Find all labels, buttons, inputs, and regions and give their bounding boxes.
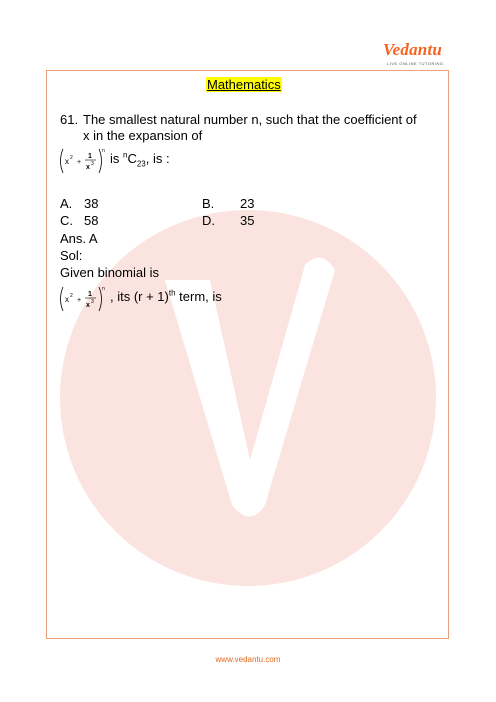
expr-numerator: 1	[88, 291, 92, 298]
term-superscript: th	[168, 288, 176, 298]
solution-heading: Sol:	[60, 248, 83, 263]
left-paren	[61, 287, 64, 311]
question-line-2: x in the expansion of	[83, 128, 203, 143]
stem-subscript: 23	[136, 159, 146, 169]
binomial-expression-solution	[57, 284, 107, 314]
option-c-label: C.	[60, 213, 73, 228]
left-paren	[61, 149, 64, 173]
expr-outer-exp: n	[102, 286, 105, 292]
option-a-label: A.	[60, 196, 73, 211]
expr-outer-exp: n	[102, 148, 105, 154]
binomial-expression	[57, 146, 107, 176]
solution-term-text: , its $(r + 1)^{th}$ term, is	[110, 288, 222, 304]
option-c-value: 58	[84, 213, 99, 228]
expr-denominator: x	[86, 302, 90, 309]
option-a-value: 38	[84, 196, 99, 211]
footer-website-link[interactable]: www.vedantu.com	[215, 655, 281, 664]
question-number: 61.	[60, 112, 79, 127]
option-b-value: 23	[240, 196, 255, 211]
expr-base: x	[65, 295, 69, 304]
answer-text: Ans. A	[60, 231, 98, 246]
subject-title: Mathematics	[207, 77, 281, 92]
option-d-value: 35	[240, 213, 255, 228]
logo-tagline: LIVE ONLINE TUTORING	[387, 61, 444, 66]
expr-numerator: 1	[88, 153, 92, 160]
logo-wordmark: Vedantu	[383, 40, 443, 59]
expr-base-exp: 2	[70, 155, 73, 161]
expr-plus: +	[77, 297, 82, 304]
expr-base: x	[65, 157, 69, 166]
expr-base-exp: 2	[70, 293, 73, 299]
option-b-label: B.	[202, 196, 215, 211]
expr-plus: +	[77, 159, 82, 166]
solution-given: Given binomial is	[60, 265, 159, 280]
question-stem: is $^nC_{23}$, is :	[110, 150, 170, 169]
expr-denominator: x	[86, 164, 90, 171]
question-line-1: The smallest natural number n, such that the coefficient of	[83, 112, 417, 127]
expr-denominator-exp: 3	[91, 299, 94, 305]
expr-denominator-exp: 3	[91, 161, 94, 167]
stem-superscript: n	[123, 150, 128, 160]
option-d-label: D.	[202, 213, 215, 228]
